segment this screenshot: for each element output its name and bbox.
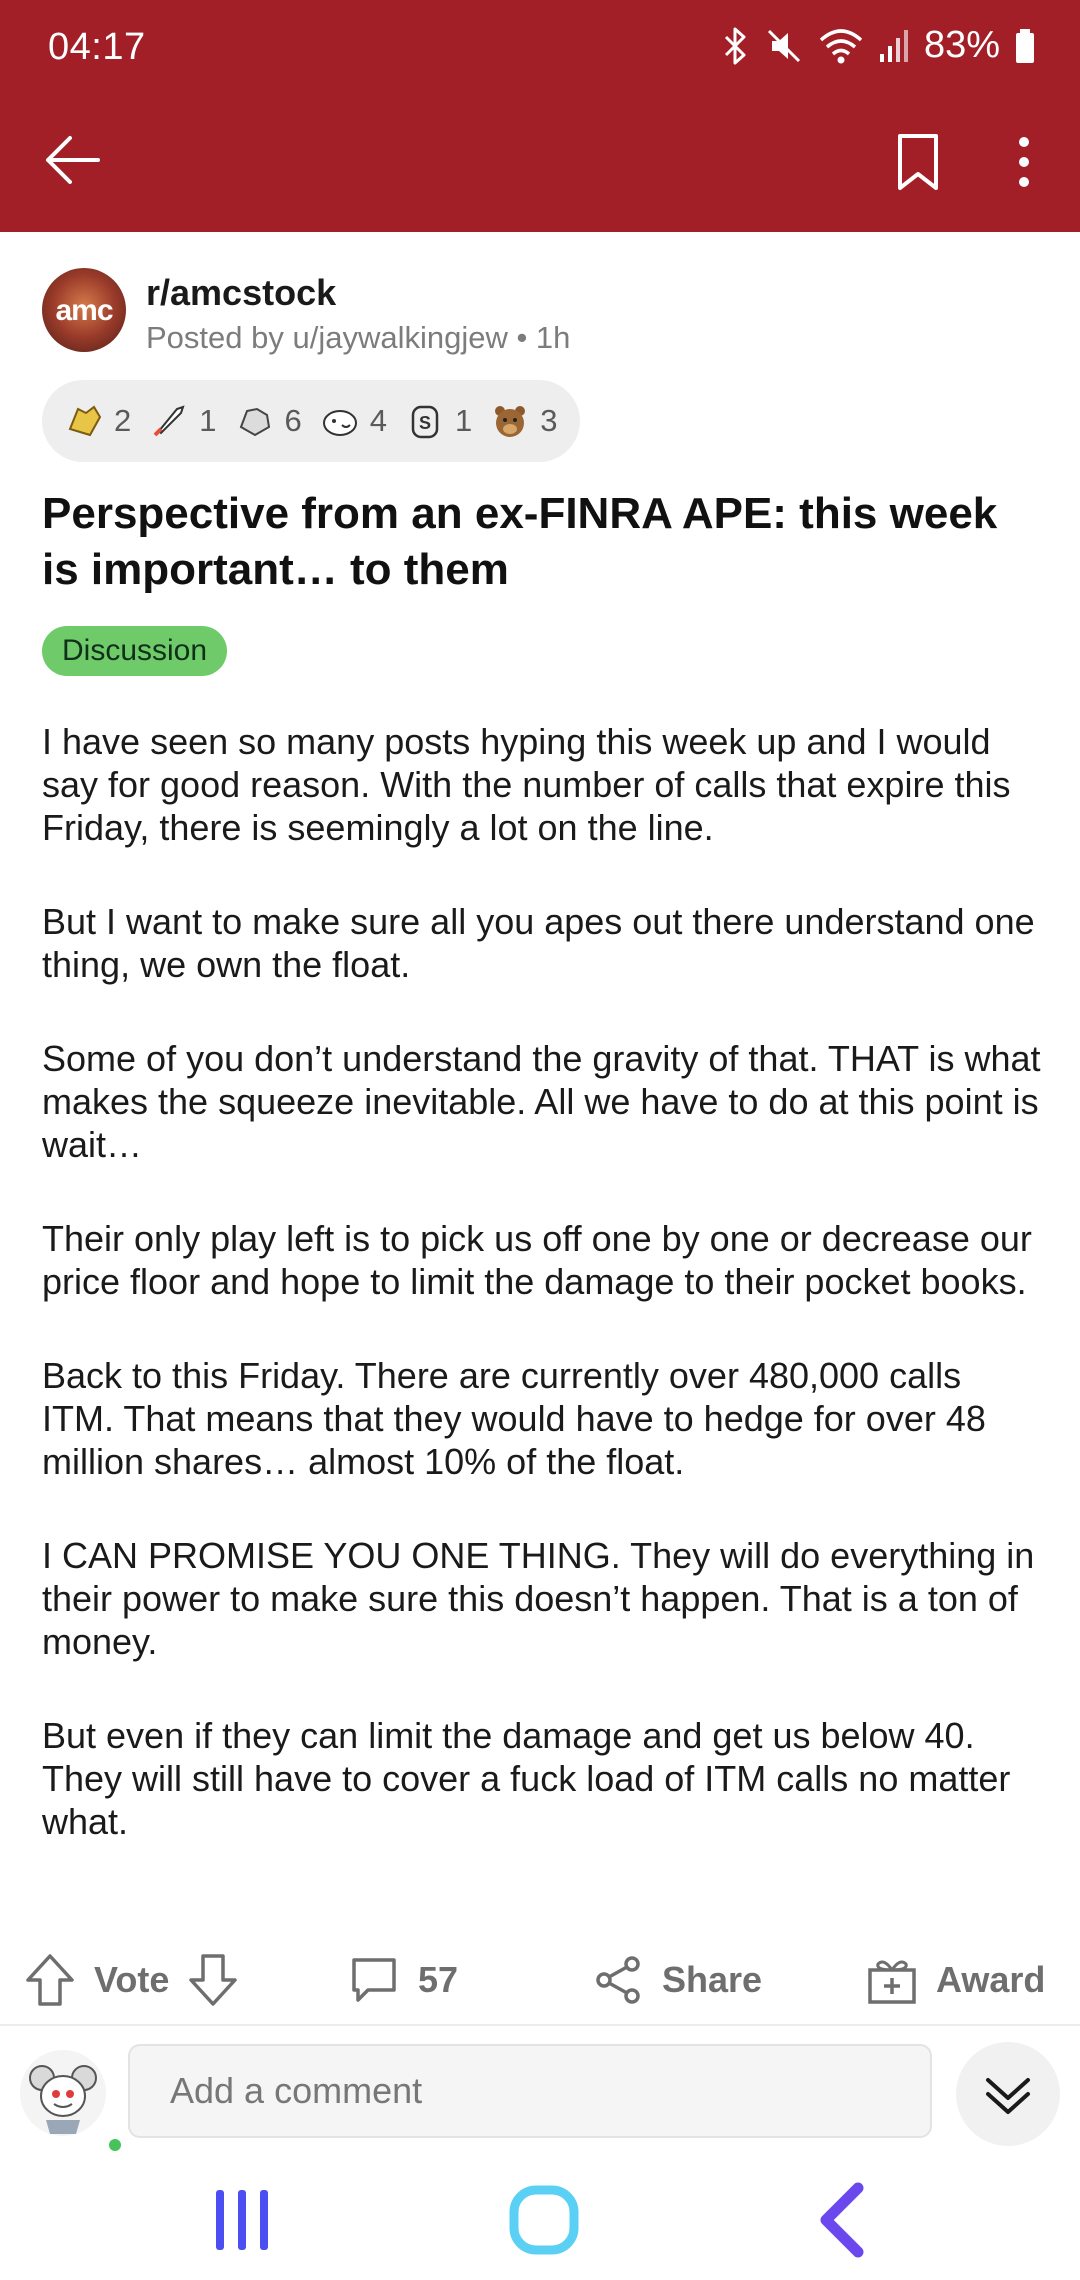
post-paragraph: Some of you don’t understand the gravity of that. THAT is what makes the squeeze inevitable. All we have to do at this point is wait…: [42, 1038, 1041, 1165]
comment-input[interactable]: Add a comment: [128, 2044, 932, 2138]
post-paragraph: Back to this Friday. There are currently over 480,000 calls ITM. That means that they would have to hedge for over 48 million shares… almost 10% of the float.: [42, 1355, 986, 1482]
award-count: 3: [540, 403, 558, 438]
upvote-icon[interactable]: [24, 1952, 76, 2008]
bookmark-icon[interactable]: [886, 130, 950, 194]
amc-logo: amc: [55, 294, 113, 327]
post-meta: Posted by u/jaywalkingjew • 1h: [146, 320, 571, 355]
award-item: [64, 401, 131, 441]
money-bag-icon: [405, 401, 445, 441]
share-label: Share: [662, 1959, 763, 2000]
collapse-button[interactable]: [956, 2042, 1060, 2146]
subreddit-avatar[interactable]: [42, 268, 126, 352]
helpful-face-icon: [320, 401, 360, 441]
award-count: 2: [114, 403, 132, 438]
post-paragraph: I CAN PROMISE YOU ONE THING. They will do everything in their power to make sure this doesn’t happen. That is a ton of money.: [42, 1535, 1035, 1662]
post-toolbar: [0, 110, 1080, 210]
vote-label: Vote: [94, 1959, 170, 2000]
award-count: 6: [284, 403, 302, 438]
system-nav-bar: [0, 2160, 1080, 2280]
share-icon: [592, 1954, 644, 2006]
award-item: [490, 401, 557, 441]
system-back-icon[interactable]: [810, 2180, 870, 2260]
post-title: Perspective from an ex-FINRA APE: this week is important… to them: [42, 489, 998, 594]
battery-level: 83%: [923, 24, 1000, 66]
wifi-icon: [818, 26, 864, 66]
award-count: 1: [455, 403, 473, 438]
status-bar: [0, 0, 1080, 100]
award-count: 4: [369, 403, 387, 438]
gem-hand-icon: [235, 401, 275, 441]
comments-button[interactable]: [348, 1940, 458, 2020]
post-body: [42, 720, 1042, 1894]
post-paragraph: But I want to make sure all you apes out there understand one thing, we own the float.: [42, 901, 1035, 985]
app-header: [0, 0, 1080, 232]
status-time: 04:17: [48, 26, 146, 68]
mute-icon: [764, 26, 804, 66]
post-action-bar: [0, 1940, 1080, 2020]
comment-bar: [0, 2030, 1080, 2150]
battery-icon: [1014, 26, 1036, 66]
online-status-dot: [106, 2136, 124, 2154]
divider: [0, 2024, 1080, 2026]
home-button-icon[interactable]: [506, 2180, 586, 2260]
post-paragraph: But even if they can limit the damage and get us below 40. They will still have to cover a fuck load of ITM calls no matter what.: [42, 1715, 1011, 1842]
post-flair[interactable]: Discussion: [42, 626, 227, 676]
post-paragraph: I have seen so many posts hyping this week up and I would say for good reason. With the number of calls that expire this Friday, there is seemingly a lot on the line.: [42, 721, 1011, 848]
share-button[interactable]: [592, 1940, 762, 2020]
silver-hand-icon: [64, 401, 104, 441]
award-item: [405, 401, 472, 441]
post-header: [42, 268, 1042, 358]
bear-icon: [490, 401, 530, 441]
subreddit-name[interactable]: r/amcstock: [146, 272, 337, 313]
award-item: [149, 401, 216, 441]
award-button[interactable]: [866, 1940, 1045, 2020]
svg-text:S: S: [418, 413, 432, 433]
more-options-icon[interactable]: [1004, 130, 1044, 194]
awards-pill[interactable]: [42, 380, 580, 462]
award-item: [320, 401, 387, 441]
post-paragraph: Their only play left is to pick us off one by one or decrease our price floor and hope to limit the damage to their pocket books.: [42, 1218, 1032, 1302]
downvote-icon[interactable]: [187, 1952, 239, 2008]
gift-icon: [866, 1954, 918, 2006]
status-icons: [720, 24, 1036, 67]
vote-control: [24, 1940, 239, 2020]
snoo-avatar-icon: [20, 2050, 106, 2136]
bluetooth-icon: [720, 26, 750, 66]
signal-icon: [878, 26, 910, 66]
recent-apps-icon[interactable]: [212, 2180, 272, 2260]
user-avatar[interactable]: [20, 2050, 106, 2136]
back-arrow-icon[interactable]: [40, 128, 104, 192]
rocket-icon: [149, 401, 189, 441]
comment-icon: [348, 1954, 400, 2006]
award-count: 1: [199, 403, 217, 438]
award-label: Award: [936, 1959, 1046, 2000]
award-item: [235, 401, 302, 441]
chevron-double-down-icon: [980, 2066, 1036, 2122]
comments-count: 57: [418, 1959, 459, 2000]
